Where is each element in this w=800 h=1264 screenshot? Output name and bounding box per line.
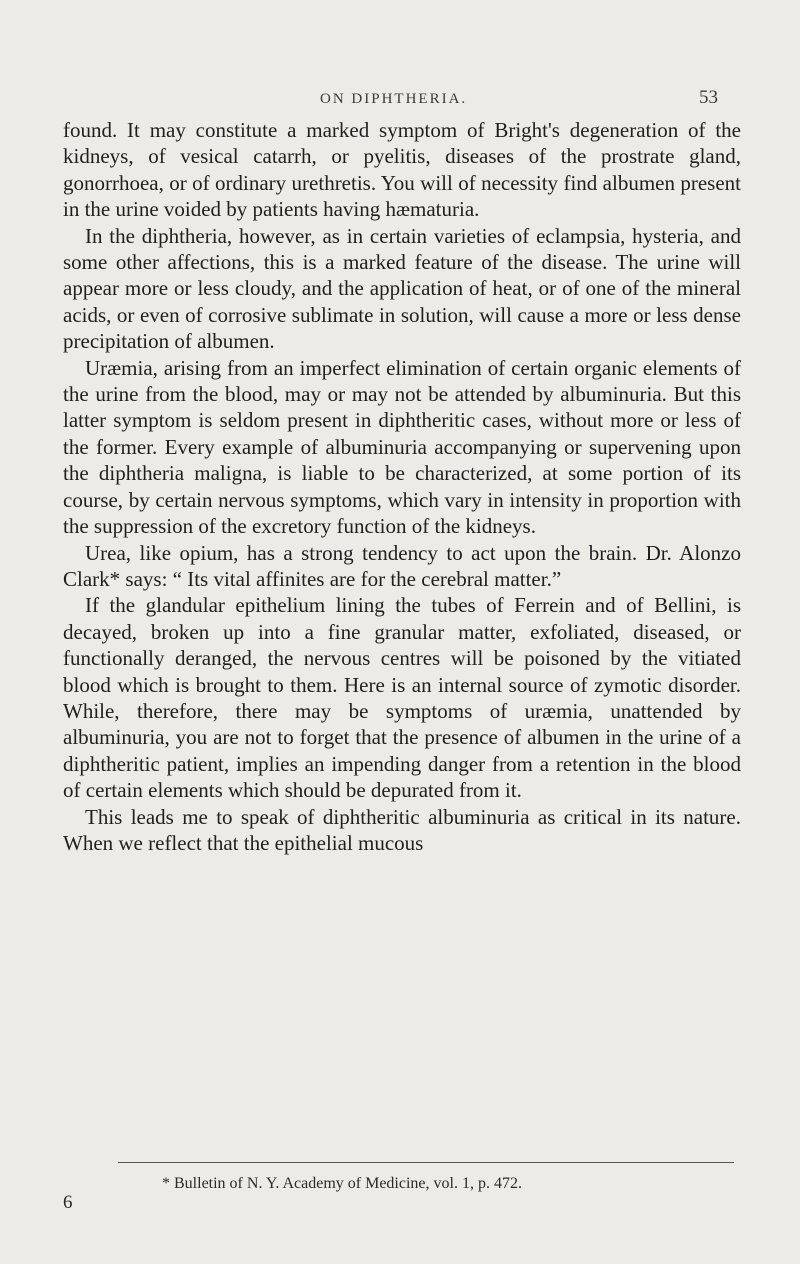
body-text bbox=[63, 117, 741, 856]
running-head: ON DIPHTHERIA. bbox=[320, 91, 468, 107]
footnote: * Bulletin of N. Y. Academy of Medicine, vol. 1, p. 472. bbox=[162, 1175, 522, 1192]
page-number: 53 bbox=[699, 87, 718, 108]
footnote-rule bbox=[118, 1162, 734, 1163]
paragraph: If the glandular epithelium lining the tubes of Ferrein and of Bellini, is decayed, broken up into a fine granular matter, exfoliated, diseased, or functionally deranged, the nervous centres will be poisoned by the vitiated blood which is brought to them. Here is an internal source of zymotic disorder. While, therefore, there may be symptoms of uræmia, unattended by albuminuria, you are not to forget that the presence of albumen in the urine of a diphtheritic patient, implies an impending danger from a retention in the blood of certain elements which should be depurated from it. bbox=[63, 593, 741, 803]
paragraph: Uræmia, arising from an imperfect elimination of certain organic elements of the urine from the blood, may or may not be attended by albuminuria. But this latter symptom is seldom present in diphtheritic cases, without more or less of the former. Every example of albuminuria accompanying or supervening upon the diphtheria maligna, is liable to be characterized, at some portion of its course, by certain nervous symptoms, which vary in intensity in proportion with the suppression of the excretory function of the kidneys. bbox=[63, 355, 741, 539]
signature-mark: 6 bbox=[63, 1192, 73, 1213]
paragraph: found. It may constitute a marked symptom of Bright's degeneration of the kidneys, of vesical catarrh, or pyelitis, diseases of the prostrate gland, gonorrhoea, or of ordinary urethretis. You will of necessity find albumen present in the urine voided by patients having hæmaturia. bbox=[63, 118, 741, 222]
paragraph: Urea, like opium, has a strong tendency to act upon the brain. Dr. Alonzo Clark* says: “ Its vital affinites are for the cerebral matter.” bbox=[63, 540, 741, 591]
paragraph: In the diphtheria, however, as in certain varieties of eclampsia, hysteria, and some other affections, this is a marked feature of the disease. The urine will appear more or less cloudy, and the application of heat, or of one of the mineral acids, or even of corrosive sublimate in solution, will cause a more or less dense precipitation of albumen. bbox=[63, 223, 741, 354]
paragraph: This leads me to speak of diphtheritic albuminuria as critical in its nature. When we reflect that the epithelial mucous bbox=[63, 804, 741, 855]
